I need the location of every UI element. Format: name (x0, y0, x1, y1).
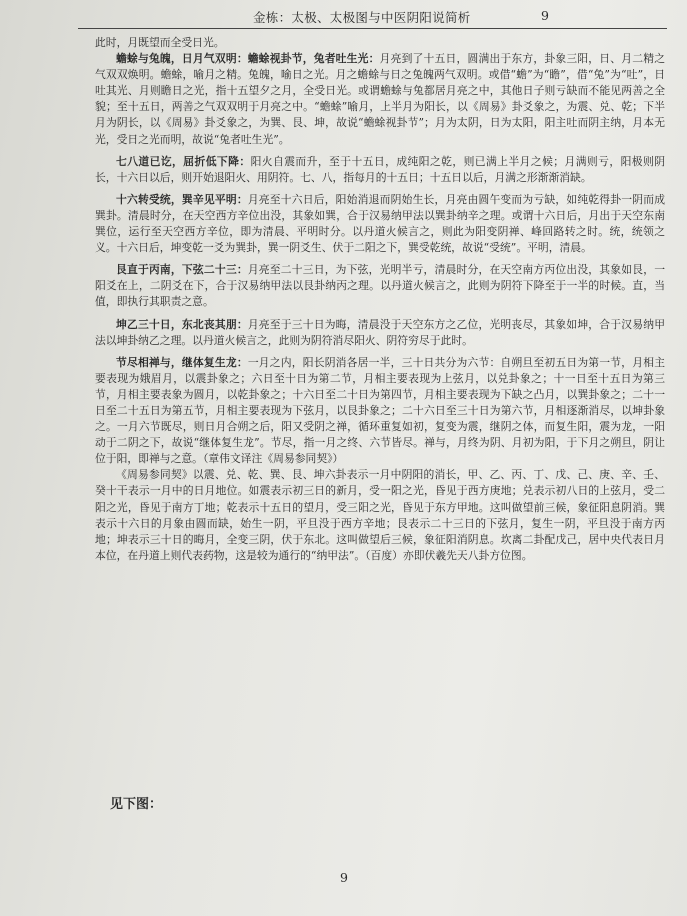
paragraph-text: 月亮至二十三日，为下弦，光明半亏，清晨时分，在天空南方丙位出没，其象如艮，一阳爻在上，二阴爻在下，合于汉易纳甲法以艮卦纳丙之理。以丹道火候言之，此则为阴符下降至于一半的时候。直，当值，即执行其职责之意。 (95, 263, 666, 309)
paragraph-text: 《周易参同契》以震、兑、乾、巽、艮、坤六卦表示一月中阴阳的消长，甲、乙、丙、丁、戊、己、庚、辛、壬、癸十干表示一月中的日月地位。如震表示初三日的新月，受一阳之光，昏见于西方庚地；兑表示初八日的上弦月，受二阳之光，昏见于南方丁地；乾表示十五日的望月，受三阳之光，昏见于东方甲地。这叫做望前三候，象征阳息阴消。巽表示十六日的月象由圆而缺，始生一阴，平旦没于西方辛地；艮表示二十三日的下弦月，复生一阴，平旦没于南方丙地；坤表示三十日的晦月，全变三阴，伏于东北。这叫做望后三候，象征阳消阴息。坎离二卦配戊己，居中央代表日月本位，在丹道上则代表药物，这是较为通行的“纳甲法”。（百度）亦即伏羲先天八卦方位图。 (95, 468, 665, 562)
paragraph-lead: 蟾蜍与兔魄，日月气双明：蟾蜍视卦节，兔者吐生光： (116, 52, 380, 66)
body-text (95, 35, 665, 564)
paragraph-lead: 坤乙三十日，东北丧其朋： (116, 317, 248, 331)
paragraph (95, 467, 665, 564)
footer-page-number: 9 (340, 870, 348, 885)
running-header-title: 金栋：太极、太极图与中医阴阳说简析 (253, 10, 471, 25)
paragraph (95, 35, 665, 51)
running-header (78, 6, 667, 29)
paragraph (95, 154, 665, 186)
paragraph-text: 月亮至十六日后，阳始消退而阴始生长，月亮由圆午变而为亏缺，如纯乾得卦一阴而成巽卦。清晨时分，在天空西方辛位出没，其象如巽，合于汉易纳甲法以巽卦纳辛之理。或谓十六日后，月出于天空东南巽位，运行至天空西方辛位，即为清晨、平明时分。以丹道火候言之，则此为阳变阴禅、峰回路转之时。统，统领之义。十六日后，坤变乾一爻为巽卦，巽一阴爻生、伏于二阳之下，巽受乾统，故说“受统”。平明，清晨。 (95, 192, 666, 255)
paragraph (95, 355, 665, 468)
paragraph (95, 317, 665, 349)
see-below-caption: 见下图： (110, 797, 163, 812)
paragraph-text: 阳火自震而升，至于十五日，成纯阳之乾，则已满上半月之候；月满则亏，阳极则阴长，十六日以后，则开始退阳火、用阴符。七、八，指每月的十五日；十五日以后，月满之形渐渐消缺。 (95, 154, 666, 184)
paragraph (95, 192, 665, 256)
paragraph (95, 51, 665, 148)
paragraph-lead: 艮直于丙南，下弦二十三： (116, 263, 248, 277)
paragraph-text: 此时，月既望而全受日光。 (95, 36, 225, 49)
paragraph-text: 月亮至于三十日为晦，清晨没于天空东方之乙位，光明丧尽，其象如坤，合于汉易纳甲法以坤卦纳乙之理。以丹道火候言之，此则为阴符消尽阳火、阴符穷尽于此时。 (95, 317, 666, 347)
paragraph (95, 262, 665, 310)
paragraph-text: 月亮到了十五日，圆满出于东方，卦象三阳，日、月二精之气双双焕明。蟾蜍，喻月之精。兔魄，喻日之光。月之蟾蜍与日之兔魄两气双明。或借“蟾”为“瞻”，借“兔”为“吐”，日吐其光、月则瞻日之光，指十五望夕之月，全受日光。或谓蟾蜍与兔都居月亮之中，其他日子则亏缺而不能见两善之全貌；至十五日，两善之气双双明于月亮之中。“蟾蜍”喻月，上半月为阳长，以《周易》卦爻象之，为震、兑、乾；下半月为阴长，以《周易》卦爻象之，为巽、艮、坤，故说“蟾蜍视卦节”；月为太阴，日为太阳，阳主吐而阴主纳，月本无光，受日之光而明，故说“兔者吐生光”。 (95, 52, 665, 146)
paragraph-text: 一月之内，阳长阴消各居一半，三十日共分为六节：自朔旦至初五日为第一节，月相主要表现为娥眉月，以震卦象之；六日至十日为第二节，月相主要表现为上弦月，以兑卦象之；十一日至十五日为第三节，月相主要表象为圆月，以乾卦象之；十六日至二十日为第四节，月相主要表现为下缺之凸月，以巽卦象之；二十一日至二十五日为第五节，月相主要表现为下弦月，以艮卦象之；二十六日至三十日为第六节，月相逐渐消尽，以坤卦象之。一月六节既尽，则日月合朔之后，阳又受阴之禅，循环重复如初，复变为震，继阴之体，而复生阳，震为龙，一阳动于二阴之下，故说“继体复生龙”。节尽，指一月之终、六节皆尽。禅与，月终为阴、月初为阳，于下月之朔旦，阴让位于阳，即禅与之意。（章伟文译注《周易参同契》） (95, 355, 666, 466)
running-header-page-number: 9 (541, 8, 549, 23)
paragraph-lead: 七八道已讫，屈折低下降： (116, 154, 251, 168)
paragraph-lead: 十六转受统，巽辛见平明： (116, 192, 248, 206)
paragraph-lead: 节尽相禅与，继体复生龙： (116, 355, 248, 369)
